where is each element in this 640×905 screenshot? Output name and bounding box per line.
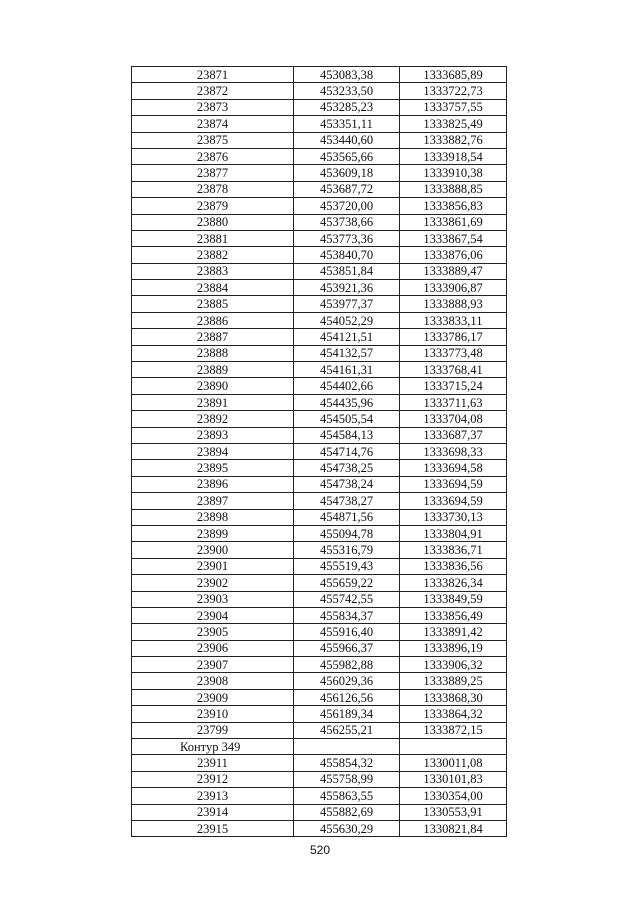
table-row: [132, 525, 507, 541]
y-coordinate-cell: 1333786,17: [400, 329, 507, 345]
point-id-cell: 23890: [132, 378, 294, 394]
point-id-cell: 23910: [132, 706, 294, 722]
point-id-cell: 23912: [132, 771, 294, 787]
table-row: [132, 263, 507, 279]
table-row: [132, 394, 507, 410]
y-coordinate-cell: 1333856,49: [400, 607, 507, 623]
x-coordinate-cell: 454738,27: [294, 493, 400, 509]
x-coordinate-cell: 455094,78: [294, 525, 400, 541]
y-coordinate-cell: 1330101,83: [400, 771, 507, 787]
table-row: [132, 771, 507, 787]
y-coordinate-cell: 1333896,19: [400, 640, 507, 656]
point-id-cell: 23874: [132, 116, 294, 132]
table-row: [132, 460, 507, 476]
y-coordinate-cell: 1333757,55: [400, 99, 507, 115]
table-row: [132, 362, 507, 378]
y-coordinate-cell: 1333849,59: [400, 591, 507, 607]
x-coordinate-cell: 454121,51: [294, 329, 400, 345]
x-coordinate-cell: 454132,57: [294, 345, 400, 361]
y-coordinate-cell: 1333882,76: [400, 132, 507, 148]
y-coordinate-cell: 1333906,32: [400, 657, 507, 673]
x-coordinate-cell: 455758,99: [294, 771, 400, 787]
x-coordinate-cell: 453351,11: [294, 116, 400, 132]
coordinates-table: [131, 66, 507, 837]
y-coordinate-cell: 1333856,83: [400, 198, 507, 214]
page-number: 520: [309, 843, 331, 857]
table-row: [132, 198, 507, 214]
y-coordinate-cell: 1333889,47: [400, 263, 507, 279]
section-row: [132, 739, 507, 755]
x-coordinate-cell: 455659,22: [294, 575, 400, 591]
y-coordinate-cell: 1333698,33: [400, 443, 507, 459]
table-row: [132, 99, 507, 115]
y-coordinate-cell: 1333836,71: [400, 542, 507, 558]
point-id-cell: 23881: [132, 230, 294, 246]
point-id-cell: 23913: [132, 788, 294, 804]
table-row: [132, 673, 507, 689]
table-row: [132, 427, 507, 443]
y-coordinate-cell: 1333872,15: [400, 722, 507, 738]
table-row: [132, 575, 507, 591]
x-coordinate-cell: 454052,29: [294, 312, 400, 328]
x-coordinate-cell: 453233,50: [294, 83, 400, 99]
table-row: [132, 820, 507, 836]
y-coordinate-cell: 1333687,37: [400, 427, 507, 443]
y-coordinate-cell: 1330553,91: [400, 804, 507, 820]
table-row: [132, 591, 507, 607]
y-coordinate-cell: 1333826,34: [400, 575, 507, 591]
y-coordinate-cell: 1333864,32: [400, 706, 507, 722]
x-coordinate-cell: 453565,66: [294, 148, 400, 164]
table-row: [132, 312, 507, 328]
table-row: [132, 116, 507, 132]
y-coordinate-cell: 1333704,08: [400, 411, 507, 427]
x-coordinate-cell: 453440,60: [294, 132, 400, 148]
point-id-cell: 23891: [132, 394, 294, 410]
point-id-cell: 23884: [132, 280, 294, 296]
x-coordinate-cell: 453687,72: [294, 181, 400, 197]
y-coordinate-cell: 1330821,84: [400, 820, 507, 836]
x-coordinate-cell: 455854,32: [294, 755, 400, 771]
point-id-cell: 23894: [132, 443, 294, 459]
point-id-cell: 23871: [132, 67, 294, 83]
y-coordinate-cell: 1333768,41: [400, 362, 507, 378]
table-row: [132, 640, 507, 656]
empty-cell: [294, 739, 400, 755]
table-row: [132, 689, 507, 705]
x-coordinate-cell: 454738,24: [294, 476, 400, 492]
point-id-cell: 23882: [132, 247, 294, 263]
y-coordinate-cell: 1333868,30: [400, 689, 507, 705]
table-row: [132, 542, 507, 558]
x-coordinate-cell: 455863,55: [294, 788, 400, 804]
x-coordinate-cell: 455982,88: [294, 657, 400, 673]
table-row: [132, 214, 507, 230]
empty-cell: [400, 739, 507, 755]
point-id-cell: 23901: [132, 558, 294, 574]
table-row: [132, 476, 507, 492]
table-row: [132, 83, 507, 99]
table-row: [132, 247, 507, 263]
point-id-cell: 23799: [132, 722, 294, 738]
y-coordinate-cell: 1333833,11: [400, 312, 507, 328]
x-coordinate-cell: 453851,84: [294, 263, 400, 279]
x-coordinate-cell: 454584,13: [294, 427, 400, 443]
x-coordinate-cell: 453720,00: [294, 198, 400, 214]
point-id-cell: 23876: [132, 148, 294, 164]
point-id-cell: 23892: [132, 411, 294, 427]
x-coordinate-cell: 454714,76: [294, 443, 400, 459]
table-row: [132, 657, 507, 673]
y-coordinate-cell: 1333910,38: [400, 165, 507, 181]
x-coordinate-cell: 454505,54: [294, 411, 400, 427]
x-coordinate-cell: 455316,79: [294, 542, 400, 558]
point-id-cell: 23880: [132, 214, 294, 230]
y-coordinate-cell: 1333730,13: [400, 509, 507, 525]
x-coordinate-cell: 453609,18: [294, 165, 400, 181]
y-coordinate-cell: 1333685,89: [400, 67, 507, 83]
y-coordinate-cell: 1333694,58: [400, 460, 507, 476]
x-coordinate-cell: 453773,36: [294, 230, 400, 246]
x-coordinate-cell: 454871,56: [294, 509, 400, 525]
point-id-cell: 23889: [132, 362, 294, 378]
table-row: [132, 181, 507, 197]
table-row: [132, 509, 507, 525]
point-id-cell: 23899: [132, 525, 294, 541]
x-coordinate-cell: 456255,21: [294, 722, 400, 738]
y-coordinate-cell: 1333694,59: [400, 493, 507, 509]
y-coordinate-cell: 1333888,93: [400, 296, 507, 312]
x-coordinate-cell: 455519,43: [294, 558, 400, 574]
point-id-cell: 23897: [132, 493, 294, 509]
x-coordinate-cell: 453921,36: [294, 280, 400, 296]
x-coordinate-cell: 455916,40: [294, 624, 400, 640]
point-id-cell: 23875: [132, 132, 294, 148]
table-row: [132, 493, 507, 509]
point-id-cell: 23886: [132, 312, 294, 328]
table-row: [132, 67, 507, 83]
point-id-cell: 23908: [132, 673, 294, 689]
point-id-cell: 23915: [132, 820, 294, 836]
x-coordinate-cell: 453977,37: [294, 296, 400, 312]
y-coordinate-cell: 1333836,56: [400, 558, 507, 574]
point-id-cell: 23906: [132, 640, 294, 656]
table-row: [132, 706, 507, 722]
table-row: [132, 296, 507, 312]
point-id-cell: 23883: [132, 263, 294, 279]
table-row: [132, 722, 507, 738]
y-coordinate-cell: 1333722,73: [400, 83, 507, 99]
x-coordinate-cell: 454435,96: [294, 394, 400, 410]
table-row: [132, 558, 507, 574]
point-id-cell: 23878: [132, 181, 294, 197]
table-row: [132, 378, 507, 394]
y-coordinate-cell: 1333889,25: [400, 673, 507, 689]
y-coordinate-cell: 1333918,54: [400, 148, 507, 164]
x-coordinate-cell: 454738,25: [294, 460, 400, 476]
x-coordinate-cell: 455966,37: [294, 640, 400, 656]
y-coordinate-cell: 1333867,54: [400, 230, 507, 246]
y-coordinate-cell: 1333906,87: [400, 280, 507, 296]
y-coordinate-cell: 1333694,59: [400, 476, 507, 492]
x-coordinate-cell: 454402,66: [294, 378, 400, 394]
point-id-cell: 23895: [132, 460, 294, 476]
y-coordinate-cell: 1333773,48: [400, 345, 507, 361]
y-coordinate-cell: 1333825,49: [400, 116, 507, 132]
table-row: [132, 345, 507, 361]
table-row: [132, 230, 507, 246]
table-row: [132, 443, 507, 459]
x-coordinate-cell: 455882,69: [294, 804, 400, 820]
point-id-cell: 23902: [132, 575, 294, 591]
table-row: [132, 165, 507, 181]
x-coordinate-cell: 453285,23: [294, 99, 400, 115]
y-coordinate-cell: 1333711,63: [400, 394, 507, 410]
table-row: [132, 804, 507, 820]
point-id-cell: 23885: [132, 296, 294, 312]
point-id-cell: 23872: [132, 83, 294, 99]
table-row: [132, 132, 507, 148]
y-coordinate-cell: 1333891,42: [400, 624, 507, 640]
table-row: [132, 624, 507, 640]
y-coordinate-cell: 1330011,08: [400, 755, 507, 771]
y-coordinate-cell: 1333876,06: [400, 247, 507, 263]
table-row: [132, 755, 507, 771]
table-row: [132, 788, 507, 804]
x-coordinate-cell: 455742,55: [294, 591, 400, 607]
point-id-cell: 23896: [132, 476, 294, 492]
table-row: [132, 148, 507, 164]
table-row: [132, 280, 507, 296]
table-row: [132, 411, 507, 427]
x-coordinate-cell: 455630,29: [294, 820, 400, 836]
point-id-cell: 23887: [132, 329, 294, 345]
point-id-cell: 23898: [132, 509, 294, 525]
table-row: [132, 607, 507, 623]
point-id-cell: 23893: [132, 427, 294, 443]
point-id-cell: 23900: [132, 542, 294, 558]
y-coordinate-cell: 1333715,24: [400, 378, 507, 394]
y-coordinate-cell: 1330354,00: [400, 788, 507, 804]
x-coordinate-cell: 456029,36: [294, 673, 400, 689]
x-coordinate-cell: 456189,34: [294, 706, 400, 722]
point-id-cell: 23879: [132, 198, 294, 214]
x-coordinate-cell: 455834,37: [294, 607, 400, 623]
point-id-cell: 23909: [132, 689, 294, 705]
x-coordinate-cell: 453083,38: [294, 67, 400, 83]
point-id-cell: 23873: [132, 99, 294, 115]
x-coordinate-cell: 454161,31: [294, 362, 400, 378]
table-row: [132, 329, 507, 345]
point-id-cell: 23877: [132, 165, 294, 181]
y-coordinate-cell: 1333888,85: [400, 181, 507, 197]
y-coordinate-cell: 1333861,69: [400, 214, 507, 230]
x-coordinate-cell: 453840,70: [294, 247, 400, 263]
section-label-cell: Контур 349: [132, 739, 294, 755]
y-coordinate-cell: 1333804,91: [400, 525, 507, 541]
point-id-cell: 23907: [132, 657, 294, 673]
point-id-cell: 23904: [132, 607, 294, 623]
x-coordinate-cell: 456126,56: [294, 689, 400, 705]
point-id-cell: 23911: [132, 755, 294, 771]
x-coordinate-cell: 453738,66: [294, 214, 400, 230]
point-id-cell: 23914: [132, 804, 294, 820]
point-id-cell: 23903: [132, 591, 294, 607]
coordinates-table-body: [132, 67, 507, 837]
point-id-cell: 23905: [132, 624, 294, 640]
point-id-cell: 23888: [132, 345, 294, 361]
